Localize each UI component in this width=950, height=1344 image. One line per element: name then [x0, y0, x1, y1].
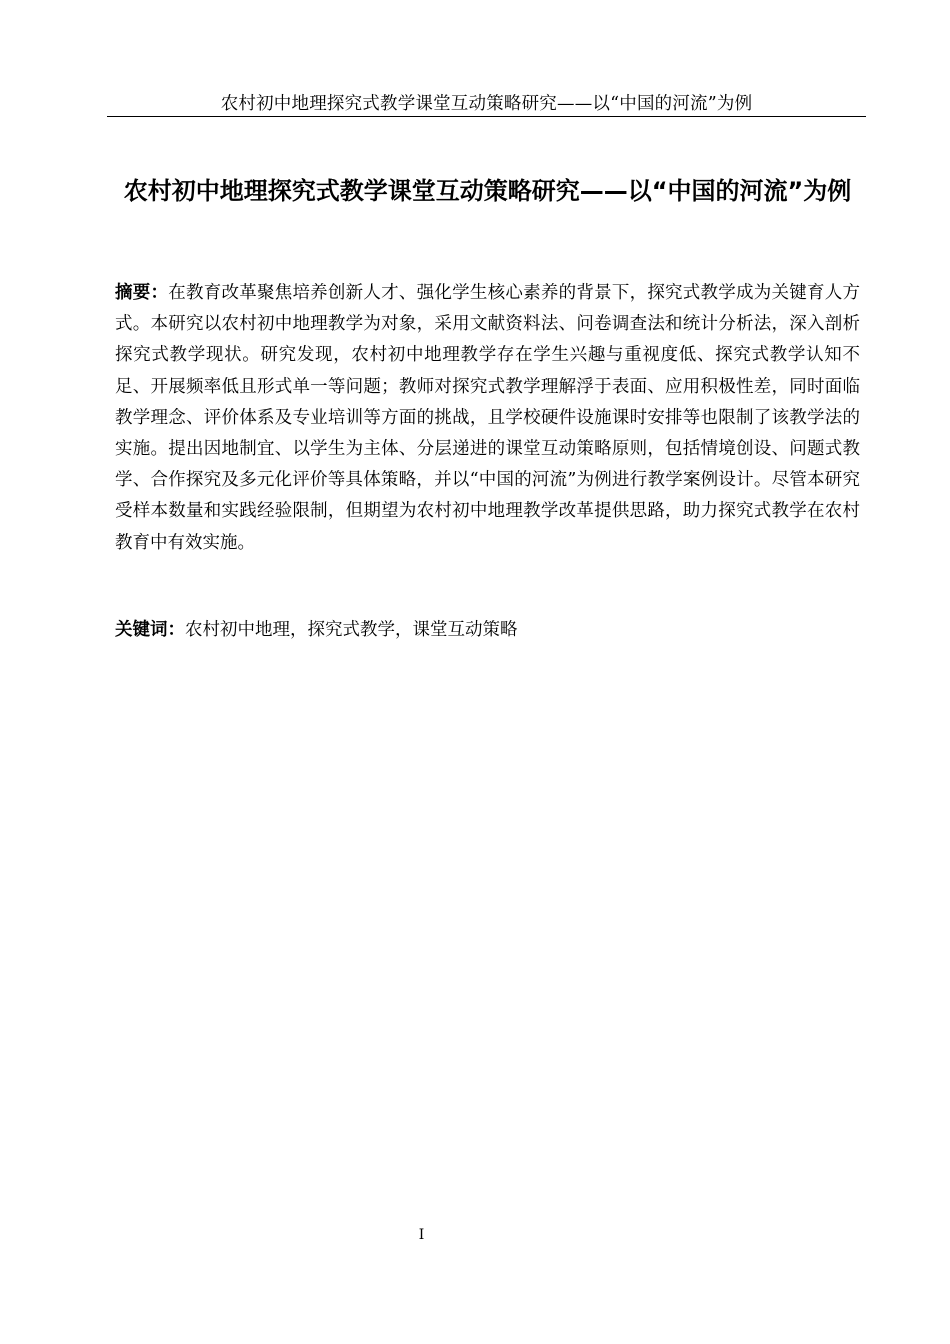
abstract-paragraph — [115, 278, 860, 559]
paper-title: 农村初中地理探究式教学课堂互动策略研究——以“中国的河流”为例 — [123, 177, 852, 205]
keywords-label: 关键词： — [115, 620, 185, 640]
keywords-line — [115, 615, 860, 646]
keywords-text: 农村初中地理，探究式教学，课堂互动策略 — [185, 620, 518, 640]
page-number: I — [418, 1227, 425, 1243]
running-header: 农村初中地理探究式教学课堂互动策略研究——以“中国的河流”为例 — [220, 94, 753, 114]
abstract-text: 在教育改革聚焦培养创新人才、强化学生核心素养的背景下，探究式教学成为关键育人方式。本研究以农村初中地理教学为对象，采用文献资料法、问卷调查法和统计分析法，深入剖析探究式教学现状。研究发现，农村初中地理教学存在学生兴趣与重视度低、探究式教学认知不足、开展频率低且形式单一等问题；教师对探究式教学理解浮于表面、应用积极性差，同时面临教学理念、评价体系及专业培训等方面的挑战，且学校硬件设施课时安排等也限制了该教学法的实施。提出因地制宜、以学生为主体、分层递进的课堂互动策略原则，包括情境创设、问题式教学、合作探究及多元化评价等具体策略，并以“中国的河流”为例进行教学案例设计。尽管本研究受样本数量和实践经验限制，但期望为农村初中地理教学改革提供思路，助力探究式教学在农村教育中有效实施。 — [115, 283, 860, 553]
abstract-label: 摘要： — [115, 283, 169, 303]
header-rule — [107, 116, 866, 117]
